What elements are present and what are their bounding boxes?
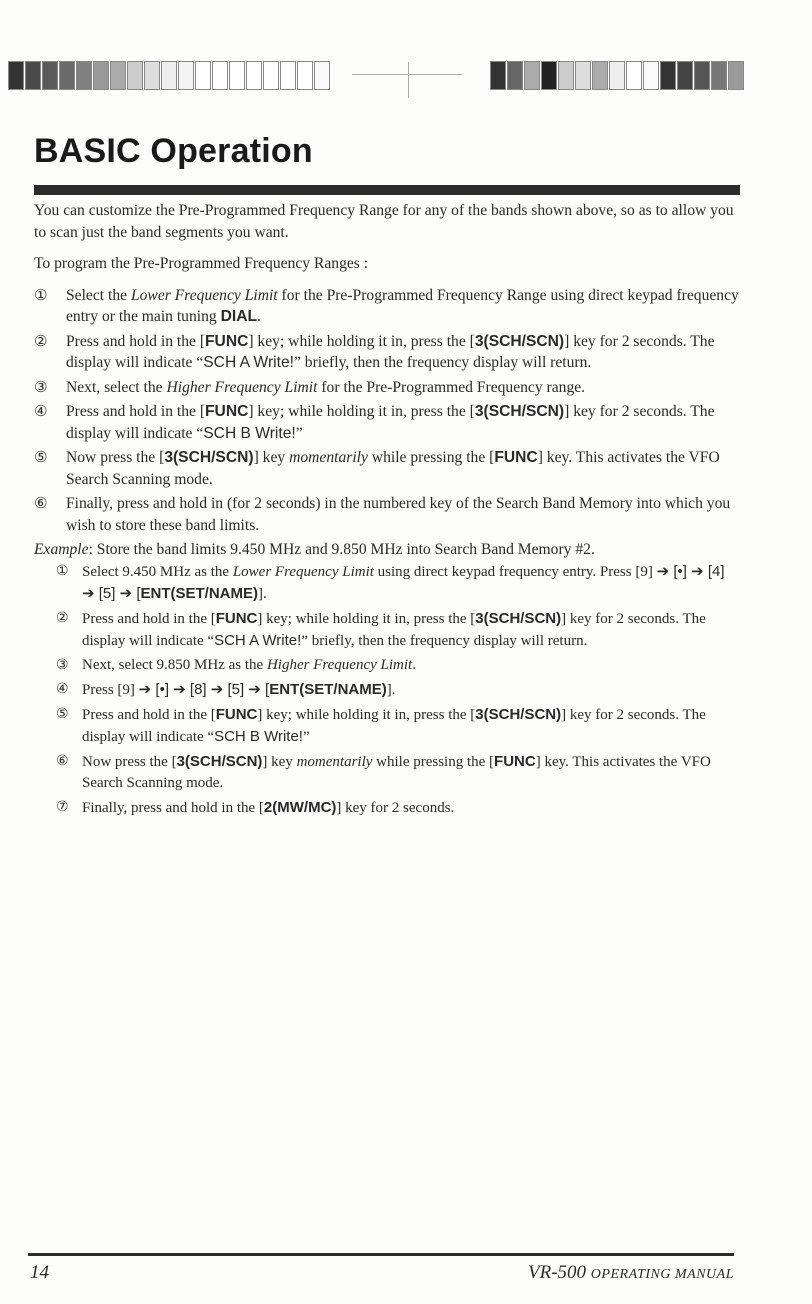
step-number: ② xyxy=(34,331,48,350)
step-number: ⑤ xyxy=(34,448,48,466)
step-number: ④ xyxy=(56,680,69,697)
step-3 xyxy=(34,377,740,399)
header-bar-right-swatch xyxy=(592,61,608,90)
step-text: Next, select the Higher Frequency Limit for the Pre-Programmed Frequency range. xyxy=(66,378,586,396)
step-number: ③ xyxy=(34,377,48,396)
step-text: Press and hold in the [FUNC] key; while holding it in, press the [3(SCH/SCN)] key for 2 seconds. The display will indicate “SCH A Write!” briefly, then the frequency display will return. xyxy=(82,609,706,649)
page-title: BASIC Operation xyxy=(34,132,313,170)
header-bar-right-swatch xyxy=(541,61,557,90)
header-bar-left-swatch xyxy=(246,61,262,90)
header-gradient-bar-right xyxy=(490,61,745,90)
header-bar-left-swatch xyxy=(195,61,211,90)
header-gradient-bar-left xyxy=(8,61,331,90)
step-text: Now press the [3(SCH/SCN)] key momentarily while pressing the [FUNC] key. This activates the VFO Search Scanning mode. xyxy=(82,752,711,791)
page-content xyxy=(34,200,740,822)
step-number: ⑦ xyxy=(56,798,69,815)
example-text: : Store the band limits 9.450 MHz and 9.850 MHz into Search Band Memory #2. xyxy=(88,541,595,558)
header-bar-right-swatch xyxy=(575,61,591,90)
step-number: ① xyxy=(56,562,69,579)
header-bar-right-swatch xyxy=(558,61,574,90)
example-step-3 xyxy=(56,655,740,676)
registration-mark xyxy=(352,74,462,75)
header-bar-left-swatch xyxy=(25,61,41,90)
example-paragraph xyxy=(34,539,740,561)
step-1 xyxy=(34,285,740,328)
header-bar-left-swatch xyxy=(93,61,109,90)
step-4 xyxy=(34,401,740,444)
header-bar-left-swatch xyxy=(42,61,58,90)
step-text: Select 9.450 MHz as the Lower Frequency Limit using direct keypad frequency entry. Press [9] ➔ [•] ➔ [4] ➔ [5] ➔ [ENT(SET/NAME)]. xyxy=(82,562,725,602)
example-step-2 xyxy=(56,608,740,652)
example-step-5 xyxy=(56,704,740,748)
step-text: Next, select 9.850 MHz as the Higher Frequency Limit. xyxy=(82,656,416,673)
header-bar-left-swatch xyxy=(263,61,279,90)
step-text: Press [9] ➔ [•] ➔ [8] ➔ [5] ➔ [ENT(SET/NAME)]. xyxy=(82,680,396,698)
example-step-4 xyxy=(56,679,740,701)
example-step-7 xyxy=(56,797,740,819)
step-number: ④ xyxy=(34,402,48,420)
header-bar-left-swatch xyxy=(212,61,228,90)
header-bar-right-swatch xyxy=(643,61,659,90)
step-number: ① xyxy=(34,285,48,304)
header-bar-left-swatch xyxy=(314,61,330,90)
footer-rule xyxy=(28,1253,734,1256)
header-bar-right-swatch xyxy=(711,61,727,90)
step-number: ⑥ xyxy=(34,494,48,512)
step-number: ⑥ xyxy=(56,752,69,769)
example-step-1 xyxy=(56,561,740,605)
step-2 xyxy=(34,331,740,374)
title-rule xyxy=(34,185,740,195)
step-6 xyxy=(34,493,740,536)
manual-title: VR-500 OPERATING MANUAL xyxy=(528,1262,734,1283)
header-bar-left-swatch xyxy=(59,61,75,90)
step-text: Select the Lower Frequency Limit for the Pre-Programmed Frequency Range using direct keypad frequency entry or the main tuning DIAL. xyxy=(66,286,739,325)
registration-mark-vertical xyxy=(408,62,409,98)
step-text: Now press the [3(SCH/SCN)] key momentarily while pressing the [FUNC] key. This activates the VFO Search Scanning mode. xyxy=(66,449,720,488)
header-bar-left-swatch xyxy=(8,61,24,90)
step-text: Finally, press and hold in the [2(MW/MC)] key for 2 seconds. xyxy=(82,798,455,816)
header-bar-left-swatch xyxy=(297,61,313,90)
step-text: Press and hold in the [FUNC] key; while holding it in, press the [3(SCH/SCN)] key for 2 seconds. The display will indicate “SCH B Write!” xyxy=(66,403,715,442)
header-bar-right-swatch xyxy=(609,61,625,90)
header-bar-right-swatch xyxy=(490,61,506,90)
header-bar-right-swatch xyxy=(728,61,744,90)
header-bar-right-swatch xyxy=(660,61,676,90)
intro-paragraph: You can customize the Pre-Programmed Frequency Range for any of the bands shown above, so as to allow you to scan just the band segments you want. xyxy=(34,202,734,241)
step-number: ③ xyxy=(56,656,69,673)
header-bar-left-swatch xyxy=(280,61,296,90)
intro-instruction: To program the Pre-Programmed Frequency Ranges : xyxy=(34,255,369,272)
step-text: Press and hold in the [FUNC] key; while holding it in, press the [3(SCH/SCN)] key for 2 seconds. The display will indicate “SCH A Write!” briefly, then the frequency display will return. xyxy=(66,332,715,371)
header-bar-left-swatch xyxy=(229,61,245,90)
header-bar-right-swatch xyxy=(677,61,693,90)
header-bar-right-swatch xyxy=(524,61,540,90)
step-number: ⑤ xyxy=(56,705,69,722)
header-bar-left-swatch xyxy=(178,61,194,90)
header-bar-left-swatch xyxy=(76,61,92,90)
step-text: Finally, press and hold in (for 2 seconds) in the numbered key of the Search Band Memory into which you wish to store these band limits. xyxy=(66,495,731,534)
header-bar-right-swatch xyxy=(626,61,642,90)
example-step-6 xyxy=(56,751,740,794)
header-bar-right-swatch xyxy=(694,61,710,90)
example-steps xyxy=(56,561,740,819)
header-bar-left-swatch xyxy=(127,61,143,90)
step-text: Press and hold in the [FUNC] key; while holding it in, press the [3(SCH/SCN)] key for 2 seconds. The display will indicate “SCH B Write!” xyxy=(82,705,706,745)
step-5 xyxy=(34,447,740,490)
page-number: 14 xyxy=(30,1262,49,1283)
header-bar-right-swatch xyxy=(507,61,523,90)
header-bar-left-swatch xyxy=(110,61,126,90)
header-bar-left-swatch xyxy=(161,61,177,90)
example-label: Example xyxy=(34,541,89,558)
header-bar-left-swatch xyxy=(144,61,160,90)
step-number: ② xyxy=(56,609,69,626)
